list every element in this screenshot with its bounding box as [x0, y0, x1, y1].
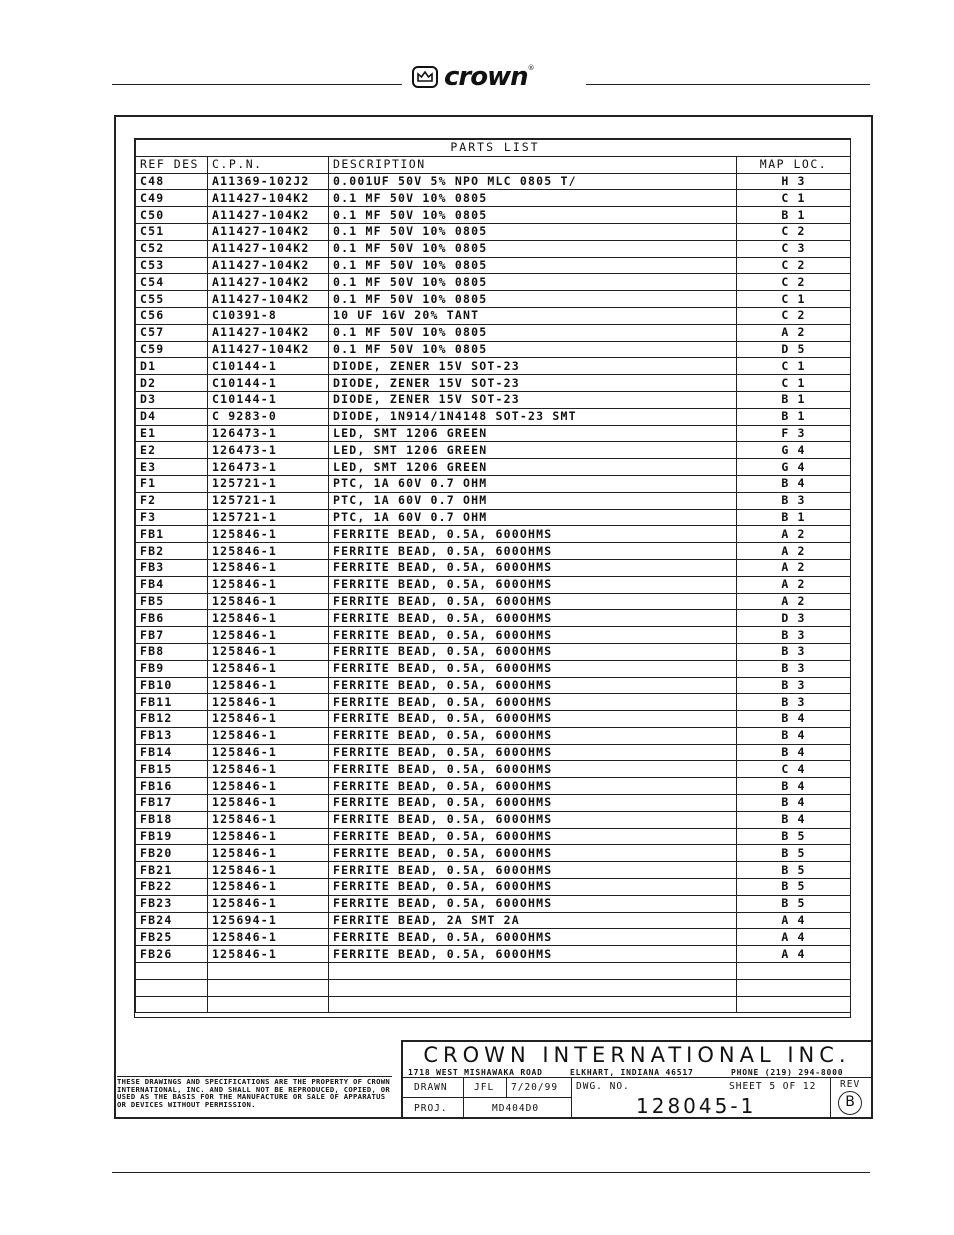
cpn-cell: 125846-1 [208, 744, 329, 761]
cpn-cell: 125721-1 [208, 492, 329, 509]
ref-des-cell: FB19 [136, 828, 208, 845]
map-loc-cell: C 1 [737, 358, 851, 375]
parts-row [136, 660, 851, 677]
crown-logo [412, 62, 582, 92]
map-loc-cell: B 3 [737, 643, 851, 660]
parts-list-table [135, 139, 851, 1013]
map-loc-cell [737, 996, 851, 1013]
ref-des-cell: E1 [136, 425, 208, 442]
cpn-cell: 125846-1 [208, 526, 329, 543]
parts-row [136, 963, 851, 980]
description-cell: FERRITE BEAD, 0.5A, 600OHMS [329, 811, 737, 828]
drawn-by: JFL [474, 1082, 495, 1093]
parts-row [136, 744, 851, 761]
parts-row [136, 240, 851, 257]
parts-row [136, 492, 851, 509]
sheet-number: SHEET 5 OF 12 [729, 1081, 817, 1092]
description-cell: FERRITE BEAD, 0.5A, 600OHMS [329, 727, 737, 744]
col-header-cpn: C.P.N. [208, 156, 329, 173]
description-cell: LED, SMT 1206 GREEN [329, 459, 737, 476]
map-loc-cell: B 5 [737, 895, 851, 912]
parts-list-header-row [136, 156, 851, 173]
map-loc-cell: C 2 [737, 274, 851, 291]
cpn-cell: 125846-1 [208, 559, 329, 576]
cpn-cell: 125846-1 [208, 879, 329, 896]
map-loc-cell: F 3 [737, 425, 851, 442]
description-cell: 0.1 MF 50V 10% 0805 [329, 190, 737, 207]
cpn-cell: C10144-1 [208, 391, 329, 408]
cpn-cell: 125846-1 [208, 946, 329, 963]
description-cell: 0.1 MF 50V 10% 0805 [329, 341, 737, 358]
ref-des-cell: D3 [136, 391, 208, 408]
ref-des-cell: FB5 [136, 593, 208, 610]
parts-row [136, 979, 851, 996]
parts-row [136, 274, 851, 291]
map-loc-cell [737, 963, 851, 980]
description-cell: FERRITE BEAD, 0.5A, 600OHMS [329, 879, 737, 896]
proj-number: MD404D0 [492, 1103, 540, 1114]
ref-des-cell: D4 [136, 408, 208, 425]
cpn-cell: 125846-1 [208, 811, 329, 828]
parts-row [136, 341, 851, 358]
description-cell: FERRITE BEAD, 0.5A, 600OHMS [329, 593, 737, 610]
map-loc-cell: C 2 [737, 307, 851, 324]
description-cell: FERRITE BEAD, 0.5A, 600OHMS [329, 627, 737, 644]
description-cell [329, 996, 737, 1013]
map-loc-cell: B 3 [737, 492, 851, 509]
cpn-cell: 125846-1 [208, 727, 329, 744]
cpn-cell: A11427-104K2 [208, 324, 329, 341]
description-cell: DIODE, ZENER 15V SOT-23 [329, 358, 737, 375]
parts-row [136, 795, 851, 812]
cpn-cell: C10144-1 [208, 375, 329, 392]
company-name: CROWN INTERNATIONAL INC. [423, 1043, 851, 1067]
description-cell: FERRITE BEAD, 0.5A, 600OHMS [329, 543, 737, 560]
parts-row [136, 929, 851, 946]
title-block-vline-2 [506, 1077, 507, 1097]
ref-des-cell: FB1 [136, 526, 208, 543]
description-cell: FERRITE BEAD, 2A SMT 2A [329, 912, 737, 929]
title-block-vline-4 [830, 1077, 831, 1119]
map-loc-cell: C 1 [737, 375, 851, 392]
parts-row [136, 358, 851, 375]
company-address: 1718 WEST MISHAWAKA ROAD [408, 1068, 543, 1077]
col-header-ref-des: REF DES [136, 156, 208, 173]
map-loc-cell: C 2 [737, 223, 851, 240]
parts-row [136, 946, 851, 963]
description-cell: FERRITE BEAD, 0.5A, 600OHMS [329, 895, 737, 912]
parts-row [136, 173, 851, 190]
map-loc-cell: A 2 [737, 543, 851, 560]
cpn-cell: A11427-104K2 [208, 240, 329, 257]
map-loc-cell: A 2 [737, 593, 851, 610]
cpn-cell [208, 996, 329, 1013]
description-cell: 0.1 MF 50V 10% 0805 [329, 291, 737, 308]
description-cell: FERRITE BEAD, 0.5A, 600OHMS [329, 694, 737, 711]
cpn-cell: 125846-1 [208, 862, 329, 879]
parts-row [136, 862, 851, 879]
parts-row [136, 223, 851, 240]
ref-des-cell: FB21 [136, 862, 208, 879]
parts-row [136, 257, 851, 274]
parts-row [136, 408, 851, 425]
cpn-cell: A11427-104K2 [208, 207, 329, 224]
map-loc-cell: C 1 [737, 190, 851, 207]
description-cell: FERRITE BEAD, 0.5A, 600OHMS [329, 576, 737, 593]
parts-row [136, 727, 851, 744]
description-cell: DIODE, ZENER 15V SOT-23 [329, 375, 737, 392]
map-loc-cell: A 4 [737, 946, 851, 963]
map-loc-cell: C 4 [737, 761, 851, 778]
title-block-vline-1 [463, 1077, 464, 1119]
description-cell: PTC, 1A 60V 0.7 OHM [329, 475, 737, 492]
description-cell: FERRITE BEAD, 0.5A, 600OHMS [329, 660, 737, 677]
ref-des-cell: FB22 [136, 879, 208, 896]
map-loc-cell: A 2 [737, 324, 851, 341]
ref-des-cell [136, 963, 208, 980]
title-block-divider [401, 1077, 873, 1078]
parts-row [136, 593, 851, 610]
cpn-cell: 125846-1 [208, 929, 329, 946]
brand-wordmark: crown [444, 62, 528, 92]
cpn-cell: 125846-1 [208, 828, 329, 845]
parts-row [136, 459, 851, 476]
map-loc-cell: B 4 [737, 744, 851, 761]
parts-row [136, 559, 851, 576]
map-loc-cell: G 4 [737, 459, 851, 476]
cpn-cell: 125846-1 [208, 845, 329, 862]
ref-des-cell: FB23 [136, 895, 208, 912]
description-cell: PTC, 1A 60V 0.7 OHM [329, 509, 737, 526]
ref-des-cell: FB7 [136, 627, 208, 644]
parts-row [136, 442, 851, 459]
parts-row [136, 677, 851, 694]
ref-des-cell: FB25 [136, 929, 208, 946]
map-loc-cell: D 5 [737, 341, 851, 358]
map-loc-cell: B 5 [737, 862, 851, 879]
ref-des-cell: FB12 [136, 711, 208, 728]
ref-des-cell: FB15 [136, 761, 208, 778]
revision-letter: B [838, 1091, 862, 1115]
cpn-cell: 125846-1 [208, 895, 329, 912]
ref-des-cell: C59 [136, 341, 208, 358]
map-loc-cell: B 3 [737, 694, 851, 711]
cpn-cell: 125846-1 [208, 694, 329, 711]
cpn-cell: C 9283-0 [208, 408, 329, 425]
cpn-cell: A11427-104K2 [208, 190, 329, 207]
cpn-cell: 125846-1 [208, 795, 329, 812]
crown-icon [412, 66, 438, 88]
cpn-cell: 125846-1 [208, 643, 329, 660]
parts-row [136, 509, 851, 526]
description-cell: 0.1 MF 50V 10% 0805 [329, 257, 737, 274]
parts-row [136, 475, 851, 492]
cpn-cell: 125846-1 [208, 660, 329, 677]
drawn-date: 7/20/99 [511, 1082, 559, 1093]
rev-label: REV [840, 1079, 861, 1090]
map-loc-cell: B 3 [737, 627, 851, 644]
description-cell: 0.1 MF 50V 10% 0805 [329, 274, 737, 291]
description-cell: 10 UF 16V 20% TANT [329, 307, 737, 324]
footer-rule [112, 1172, 870, 1173]
parts-row [136, 694, 851, 711]
map-loc-cell: B 1 [737, 391, 851, 408]
map-loc-cell: A 2 [737, 559, 851, 576]
drawn-label: DRAWN [414, 1082, 448, 1093]
description-cell: FERRITE BEAD, 0.5A, 600OHMS [329, 828, 737, 845]
company-phone: PHONE (219) 294-8000 [731, 1068, 844, 1077]
map-loc-cell [737, 979, 851, 996]
parts-row [136, 895, 851, 912]
description-cell: 0.1 MF 50V 10% 0805 [329, 240, 737, 257]
cpn-cell: 125846-1 [208, 677, 329, 694]
cpn-cell: 125846-1 [208, 610, 329, 627]
ref-des-cell: FB2 [136, 543, 208, 560]
parts-row [136, 912, 851, 929]
map-loc-cell: G 4 [737, 442, 851, 459]
ref-des-cell: C49 [136, 190, 208, 207]
parts-row [136, 375, 851, 392]
cpn-cell: A11427-104K2 [208, 257, 329, 274]
description-cell: PTC, 1A 60V 0.7 OHM [329, 492, 737, 509]
ref-des-cell: C48 [136, 173, 208, 190]
parts-row [136, 543, 851, 560]
parts-row [136, 643, 851, 660]
parts-row [136, 828, 851, 845]
description-cell: FERRITE BEAD, 0.5A, 600OHMS [329, 559, 737, 576]
map-loc-cell: B 3 [737, 660, 851, 677]
ref-des-cell: FB17 [136, 795, 208, 812]
ref-des-cell: FB6 [136, 610, 208, 627]
description-cell: 0.001UF 50V 5% NPO MLC 0805 T/ [329, 173, 737, 190]
cpn-cell: 125694-1 [208, 912, 329, 929]
cpn-cell: 125846-1 [208, 627, 329, 644]
description-cell [329, 979, 737, 996]
description-cell: FERRITE BEAD, 0.5A, 600OHMS [329, 929, 737, 946]
dwg-no-label: DWG. NO. [576, 1081, 630, 1092]
ref-des-cell: FB14 [136, 744, 208, 761]
map-loc-cell: B 3 [737, 677, 851, 694]
map-loc-cell: B 5 [737, 879, 851, 896]
parts-row [136, 307, 851, 324]
map-loc-cell: A 4 [737, 929, 851, 946]
ref-des-cell: E2 [136, 442, 208, 459]
description-cell: DIODE, ZENER 15V SOT-23 [329, 391, 737, 408]
parts-row [136, 627, 851, 644]
description-cell: FERRITE BEAD, 0.5A, 600OHMS [329, 610, 737, 627]
cpn-cell: C10391-8 [208, 307, 329, 324]
description-cell: 0.1 MF 50V 10% 0805 [329, 324, 737, 341]
map-loc-cell: C 3 [737, 240, 851, 257]
map-loc-cell: C 1 [737, 291, 851, 308]
ref-des-cell: FB4 [136, 576, 208, 593]
ref-des-cell: FB26 [136, 946, 208, 963]
proj-label: PROJ. [414, 1103, 448, 1114]
ref-des-cell: D1 [136, 358, 208, 375]
map-loc-cell: H 3 [737, 173, 851, 190]
ref-des-cell: FB11 [136, 694, 208, 711]
cpn-cell: A11369-102J2 [208, 173, 329, 190]
parts-row [136, 778, 851, 795]
col-header-description: DESCRIPTION [329, 156, 737, 173]
cpn-cell: A11427-104K2 [208, 223, 329, 240]
ref-des-cell: C52 [136, 240, 208, 257]
title-block-vline-3 [571, 1077, 572, 1119]
drawing-number: 128045-1 [636, 1094, 757, 1118]
description-cell: LED, SMT 1206 GREEN [329, 425, 737, 442]
description-cell: FERRITE BEAD, 0.5A, 600OHMS [329, 778, 737, 795]
map-loc-cell: D 3 [737, 610, 851, 627]
ref-des-cell: D2 [136, 375, 208, 392]
description-cell: 0.1 MF 50V 10% 0805 [329, 223, 737, 240]
ref-des-cell: FB16 [136, 778, 208, 795]
parts-list-title-row [136, 140, 851, 157]
cpn-cell [208, 963, 329, 980]
ref-des-cell: C51 [136, 223, 208, 240]
parts-row [136, 761, 851, 778]
parts-row [136, 879, 851, 896]
cpn-cell: 125846-1 [208, 593, 329, 610]
col-header-map-loc: MAP LOC. [737, 156, 851, 173]
ref-des-cell: FB3 [136, 559, 208, 576]
cpn-cell: 125846-1 [208, 543, 329, 560]
ref-des-cell: FB9 [136, 660, 208, 677]
map-loc-cell: B 4 [737, 811, 851, 828]
ref-des-cell: F2 [136, 492, 208, 509]
ref-des-cell: C50 [136, 207, 208, 224]
company-city: ELKHART, INDIANA 46517 [570, 1068, 694, 1077]
description-cell: FERRITE BEAD, 0.5A, 600OHMS [329, 761, 737, 778]
cpn-cell: 125846-1 [208, 711, 329, 728]
parts-row [136, 190, 851, 207]
header-rule-left [112, 84, 402, 85]
ref-des-cell [136, 996, 208, 1013]
map-loc-cell: B 1 [737, 207, 851, 224]
map-loc-cell: A 2 [737, 526, 851, 543]
ref-des-cell: F3 [136, 509, 208, 526]
description-cell: FERRITE BEAD, 0.5A, 600OHMS [329, 744, 737, 761]
cpn-cell: 125846-1 [208, 778, 329, 795]
ref-des-cell: FB24 [136, 912, 208, 929]
ref-des-cell: FB13 [136, 727, 208, 744]
description-cell: FERRITE BEAD, 0.5A, 600OHMS [329, 677, 737, 694]
map-loc-cell: B 4 [737, 475, 851, 492]
registered-mark: ® [527, 64, 535, 72]
header-rule-right [586, 84, 870, 85]
ref-des-cell: C57 [136, 324, 208, 341]
map-loc-cell: A 2 [737, 576, 851, 593]
description-cell: FERRITE BEAD, 0.5A, 600OHMS [329, 526, 737, 543]
cpn-cell: 125721-1 [208, 475, 329, 492]
description-cell: FERRITE BEAD, 0.5A, 600OHMS [329, 795, 737, 812]
ref-des-cell: F1 [136, 475, 208, 492]
cpn-cell: 125721-1 [208, 509, 329, 526]
map-loc-cell: B 1 [737, 509, 851, 526]
description-cell: DIODE, 1N914/1N4148 SOT-23 SMT [329, 408, 737, 425]
proprietary-notice: THESE DRAWINGS AND SPECIFICATIONS ARE THE PROPERTY OF CROWN INTERNATIONAL, INC. AND SHALL NOT BE REPRODUCED, COPIED, OR USED AS THE BASIS FOR THE MANUFACTURE OR SALE OF APPARATUS OR DEVICES WITHOUT PERMISSION. [117, 1077, 391, 1110]
map-loc-cell: B 5 [737, 828, 851, 845]
ref-des-cell: E3 [136, 459, 208, 476]
cpn-cell: A11427-104K2 [208, 341, 329, 358]
ref-des-cell [136, 979, 208, 996]
description-cell: FERRITE BEAD, 0.5A, 600OHMS [329, 946, 737, 963]
cpn-cell: A11427-104K2 [208, 291, 329, 308]
ref-des-cell: FB8 [136, 643, 208, 660]
cpn-cell: A11427-104K2 [208, 274, 329, 291]
ref-des-cell: C55 [136, 291, 208, 308]
map-loc-cell: B 4 [737, 711, 851, 728]
description-cell [329, 963, 737, 980]
parts-row [136, 996, 851, 1013]
parts-row [136, 291, 851, 308]
map-loc-cell: A 4 [737, 912, 851, 929]
cpn-cell: 125846-1 [208, 761, 329, 778]
ref-des-cell: FB10 [136, 677, 208, 694]
cpn-cell [208, 979, 329, 996]
map-loc-cell: B 4 [737, 727, 851, 744]
cpn-cell: 126473-1 [208, 459, 329, 476]
map-loc-cell: B 5 [737, 845, 851, 862]
description-cell: LED, SMT 1206 GREEN [329, 442, 737, 459]
description-cell: FERRITE BEAD, 0.5A, 600OHMS [329, 845, 737, 862]
parts-row [136, 425, 851, 442]
ref-des-cell: FB18 [136, 811, 208, 828]
description-cell: FERRITE BEAD, 0.5A, 600OHMS [329, 643, 737, 660]
parts-row [136, 324, 851, 341]
parts-row [136, 391, 851, 408]
map-loc-cell: B 4 [737, 778, 851, 795]
parts-row [136, 610, 851, 627]
ref-des-cell: C56 [136, 307, 208, 324]
parts-row [136, 845, 851, 862]
ref-des-cell: FB20 [136, 845, 208, 862]
parts-row [136, 207, 851, 224]
cpn-cell: 125846-1 [208, 576, 329, 593]
parts-row [136, 711, 851, 728]
cpn-cell: 126473-1 [208, 425, 329, 442]
cpn-cell: 126473-1 [208, 442, 329, 459]
map-loc-cell: C 2 [737, 257, 851, 274]
map-loc-cell: B 4 [737, 795, 851, 812]
description-cell: 0.1 MF 50V 10% 0805 [329, 207, 737, 224]
description-cell: FERRITE BEAD, 0.5A, 600OHMS [329, 862, 737, 879]
description-cell: FERRITE BEAD, 0.5A, 600OHMS [329, 711, 737, 728]
ref-des-cell: C54 [136, 274, 208, 291]
cpn-cell: C10144-1 [208, 358, 329, 375]
parts-row [136, 811, 851, 828]
parts-row [136, 526, 851, 543]
parts-row [136, 576, 851, 593]
map-loc-cell: B 1 [737, 408, 851, 425]
parts-list-title: PARTS LIST [136, 140, 851, 157]
ref-des-cell: C53 [136, 257, 208, 274]
title-block-divider-drawn [401, 1097, 571, 1098]
